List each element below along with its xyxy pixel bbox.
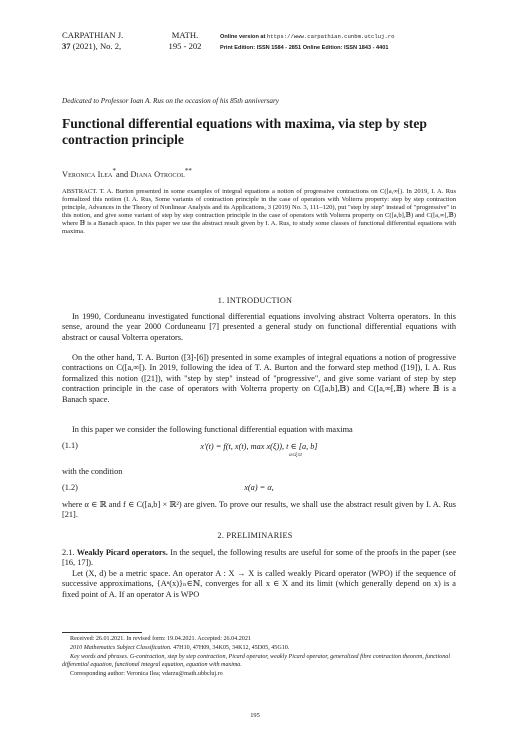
equation-1-2 [62,483,456,495]
section-preliminaries-heading: 2. PRELIMINARIES [217,531,293,540]
footnote-keywords: Key words and phrases. G-contraction, step by step contraction, Picard operator, weakly Picard operator, generalized fibre contraction theorem, functional differential equation, functional integral equation, equation with maxima. [62,654,451,668]
intro-paragraph-2: On the other hand, T. A. Burton ([3]-[6]) presented in some examples of integral equations a notion of progressive contractions on C([a,∞[). In 2019, following the idea of T. A. Burton and the forward step method ([19]), I. A. Rus formalized this notion ([21]), with "step by step" instead of "progressive", and give some variant of step by step contraction principle in the case of operators with Volterra property on C([a,b],𝔹) and C([a,∞[,𝔹) where 𝔹 is a Banach space. [62,353,456,404]
online-info [220,31,395,54]
authors: Veronica Ilea*and Diana Otrocol** [62,168,192,179]
abstract [62,188,456,237]
intro-paragraph-1: In 1990, Corduneanu investigated functional differential equations involving abstract Volterra operators. In this sense, around the year 2000 Corduneanu [7] presented a general study on functional differential equations with abstract or causal Volterra operators. [62,312,456,342]
math-label: MATH. [171,30,199,40]
equation-subscript: a≤ξ≤t [289,452,302,458]
issn-line: Print Edition: ISSN 1584 - 2851 Online Edition: ISSN 1843 - 4401 [220,45,389,51]
prelim-paragraph-2: Let (X, d) be a metric space. An operator A : X → X is called weakly Picard operator (WPO) if the sequence of successive approximations, {Aⁿ(x)}ₙ∈ℕ, converges for all x ∈ X and its limit (which generally depend on x) is a fixed point of A. If an operator A is WPO [62,569,456,599]
abstract-text: T. A. Burton presented in some examples of integral equations a notion of progressive contractions on C([a,∞[). In 2019, I. A. Rus formalized this notion (I. A. Rus, Some variants of contraction principle in the case of operators with Volterra property: step by step contraction principle, Advances in the Theory of Nonlinear Analysis and its Applications, 3 (2019) No. 3, 111–120), put "step by step" instead of "progressive" in this notion, and give some variant of step by step contraction principle in the case of operators with Volterra property on C([a,b],𝔹) and C([a,∞[,𝔹) where 𝔹 is a Banach space. In this paper we use the abstract result given by I. A. Rus, to study some classes of functional differential equations with maxima. [62,188,456,236]
footnote-rule [62,632,142,633]
condition-text: with the condition [62,467,123,476]
journal-math-pages [162,30,208,52]
dedication: Dedicated to Professor Ioan A. Rus on the occasion of his 85th anniversary [62,97,279,105]
equation-number: (1.1) [62,441,78,450]
section-introduction-heading: 1. INTRODUCTION [217,296,293,305]
footnote-corresponding: Corresponding author: Veronica Ilea; vdarzu@math.ubbcluj.ro [70,671,223,677]
journal-header [62,30,123,52]
subsection-title: Weakly Picard operators. [76,548,168,557]
online-url[interactable]: https://www.carpathian.cunbm.utcluj.ro [266,33,395,40]
equation-body: x′(t) = f(t, x(t), max x(ξ)), t ∈ [a, b] [200,442,318,451]
intro-paragraph-4: where α ∈ ℝ and f ∈ C([a,b] × ℝ²) are given. To prove our results, we shall use the abstract result given by I. A. Rus [21]. [62,500,456,520]
equation-1-1 [62,441,456,453]
paper-title: Functional differential equations with maxima, via step by step contraction principle [62,116,427,147]
online-version: Online version at https://www.carpathian.cunbm.utcluj.ro [220,33,395,40]
abstract-label: ABSTRACT. [62,188,98,195]
journal-name: CARPATHIAN J. [62,30,124,40]
intro-paragraph-3: In this paper we consider the following functional differential equation with maxima [72,425,353,434]
footnote-msc: 2010 Mathematics Subject Classification. 47H10, 47H09, 34K05, 34K12, 45D05, 45G10. [70,645,290,651]
equation-body: x(a) = α, [244,483,274,492]
page-number: 195 [250,712,260,719]
equation-number: (1.2) [62,483,78,492]
journal-volume: 37 (2021), No. 2, [62,41,122,51]
page-range: 195 - 202 [168,41,202,51]
footnote-received: Received: 26.01.2021. In revised form: 19.04.2021. Accepted: 26.04.2021 [70,636,251,642]
subsection-2-1: 2.1. Weakly Picard operators. In the sequel, the following results are useful for some of the proofs in the paper (see [16, 17]). [62,548,457,568]
